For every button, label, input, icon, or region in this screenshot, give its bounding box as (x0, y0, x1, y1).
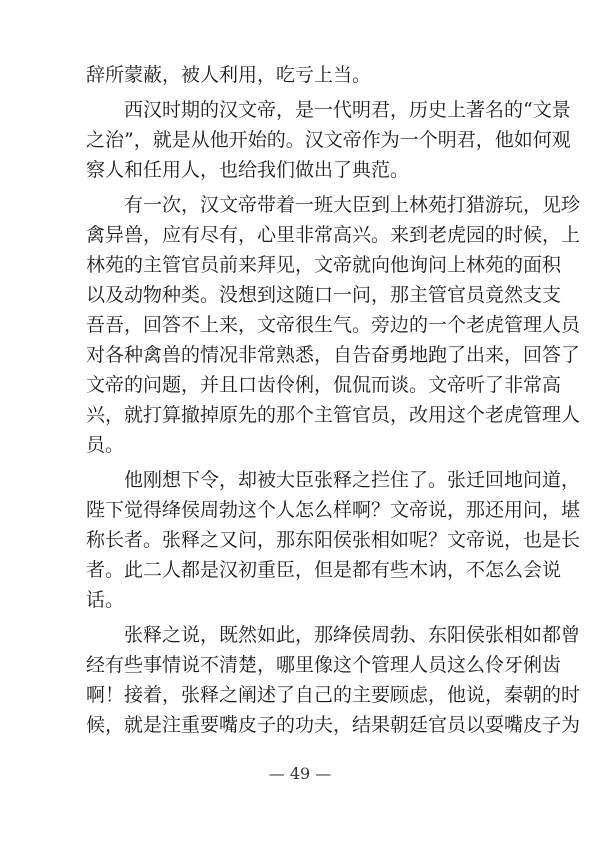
text-line: 吾吾，回答不上来，文帝很生气。旁边的一个老虎管理人员 (86, 314, 581, 336)
text-line: 察人和任用人，也给我们做出了典范。 (86, 159, 410, 181)
page-body (86, 60, 581, 740)
text-line: 他刚想下令，却被大臣张释之拦住了。张迁回地问道， (124, 469, 581, 491)
text-line: 兴，就打算撤掉原先的那个主管官员，改用这个老虎管理人 (86, 404, 581, 426)
text-line: 林苑的主管官员前来拜见，文帝就向他询问上林苑的面积 (86, 254, 562, 276)
text-line: 经有些事情说不清楚，哪里像这个管理人员这么伶牙俐齿 (86, 654, 562, 676)
text-line: 之治”，就是从他开始的。汉文帝作为一个明君，他如何观 (86, 129, 571, 151)
text-line: 辞所蒙蔽，被人利用，吃亏上当。 (86, 64, 372, 86)
page-number: — 49 — (268, 764, 332, 783)
text-line: 者。此二人都是汉初重臣，但是都有些木讷，不怎么会说 (86, 559, 562, 581)
text-line: 陛下觉得绛侯周勃这个人怎么样啊？文帝说，那还用问，堪 (86, 499, 581, 521)
text-line: 候，就是注重要嘴皮子的功夫，结果朝廷官员以耍嘴皮子为 (86, 714, 581, 736)
text-line: 员。 (86, 434, 125, 456)
text-line: 张释之说，既然如此，那绛侯周勃、东阳侯张相如都曾 (124, 624, 581, 646)
text-line: 以及动物种类。没想到这随口一问，那主管官员竟然支支 (86, 284, 562, 306)
text-line: 称长者。张释之又问，那东阳侯张相如呢？文帝说，也是长 (86, 529, 581, 551)
text-line: 文帝的问题，并且口齿伶俐，侃侃而谈。文帝听了非常高 (86, 374, 562, 396)
text-line: 啊！接着，张释之阐述了自己的主要顾虑，他说，秦朝的时 (86, 684, 581, 706)
text-line: 有一次，汉文帝带着一班大臣到上林苑打猎游玩，见珍 (124, 194, 581, 216)
text-line: 对各种禽兽的情况非常熟悉，自告奋勇地跑了出来，回答了 (86, 344, 581, 366)
text-line: 话。 (86, 589, 125, 611)
text-line: 禽异兽，应有尽有，心里非常高兴。来到老虎园的时候，上 (86, 224, 581, 246)
text-line: 西汉时期的汉文帝，是一代明君，历史上著名的“文景 (124, 99, 571, 121)
